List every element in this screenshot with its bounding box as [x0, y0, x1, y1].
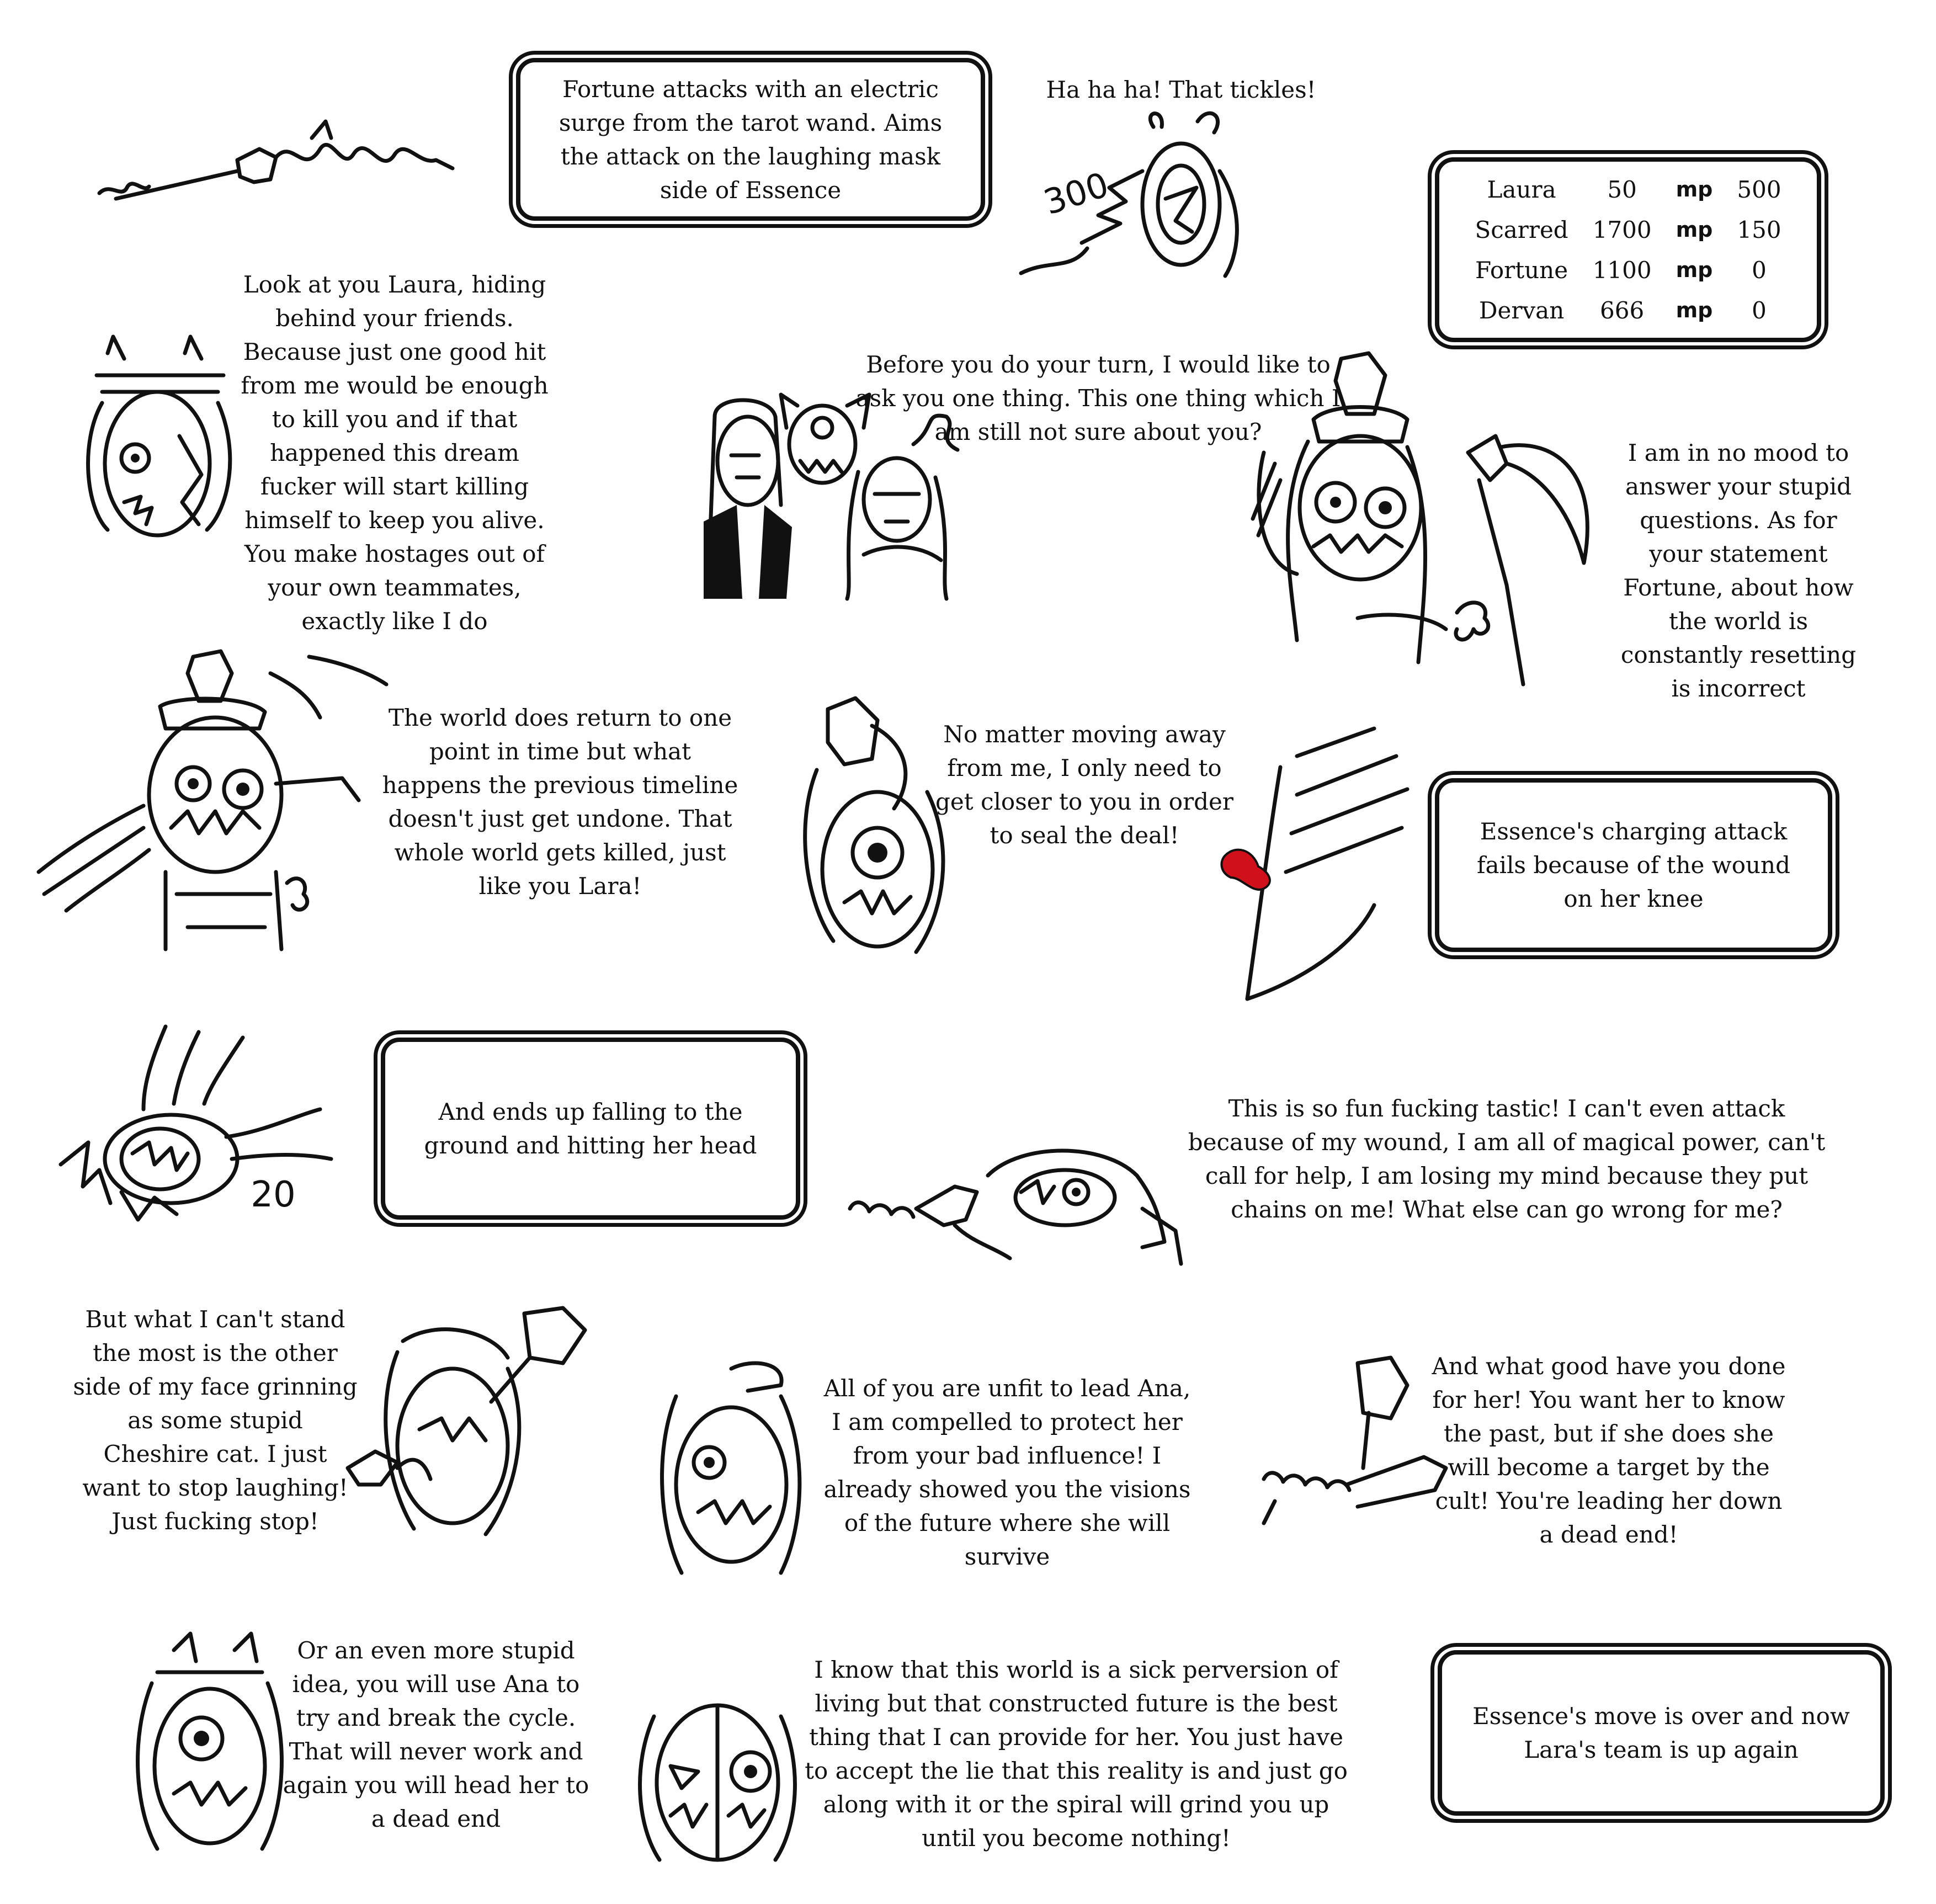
speech-no-matter-moving-away: No matter moving away from me, I only need to get closer to you in order to seal the deal! — [935, 721, 1233, 849]
stats-row-fortune: Fortune 1100 mp 0 — [1475, 256, 1767, 284]
move-over-box — [1438, 1650, 1885, 1816]
attack-description-box — [516, 58, 985, 221]
chained-fallen-mask-icon — [844, 1131, 1187, 1264]
stats-row-dervan: Dervan 666 mp 0 — [1478, 296, 1767, 324]
side-mask-face-icon — [643, 1352, 825, 1584]
speech-sick-perversion: I know that this world is a sick perversion of living but that constructed future is the best thing that I can provide for her. You just have to accept the lie that this reality is and just go along with it or the spiral will grind you up until you become nothing! — [805, 1656, 1348, 1852]
speech-even-more-stupid-idea: Or an even more stupid idea, you will use Ana to try and break the cycle. That will never work and again you will head her to a dead end — [283, 1637, 589, 1832]
party-stats-panel — [1435, 157, 1821, 342]
damage-number-300: 300 — [1039, 164, 1114, 223]
speech-before-your-turn: Before you do your turn, I would like to ask you one thing. This one thing which I am still not sure about you? — [855, 351, 1341, 445]
split-mask-face-icon — [632, 1683, 803, 1865]
charging-attack-fails-box — [1435, 778, 1832, 952]
speech-so-fun-fucking-tastic: This is so fun fucking tastic! I can't even attack because of my wound, I am all of magical power, can't call for help, I am losing my mind because they put chains on me! What else can go wrong for me? — [1188, 1095, 1826, 1223]
laughing-mask-face-icon — [119, 1628, 301, 1860]
charging-attack-fails-text: Essence's charging attack fails because of the wound on her knee — [1476, 818, 1790, 912]
speech-look-at-you-laura: Look at you Laura, hiding behind your friends. Because just one good hit from me would be enough to kill you and if that happened this dream fucker will start killing himself to keep you alive. You make hostages out of your own teammates, exactly like I do — [241, 271, 549, 635]
speech-unfit-to-lead-ana: All of you are unfit to lead Ana, I am compelled to protect her from your bad influence! I already showed you the visions of the future where she will survive — [823, 1375, 1191, 1570]
blood-wound-icon — [1214, 723, 1418, 1010]
speech-that-tickles: Ha ha ha! That tickles! — [1046, 76, 1316, 103]
speech-no-mood-to-answer: I am in no mood to answer your stupid questions. As for your statement Fortune, about how the world is constantly resetting is incorrect — [1620, 439, 1857, 702]
speech-what-good-have-you-done: And what good have you done for her! You want her to know the past, but if she does she will become a target by the cult! You're leading her down a dead end! — [1432, 1353, 1786, 1548]
speech-world-returns: The world does return to one point in time but what happens the previous timeline doesn't just get undone. That whole world gets killed, just like you Lara! — [382, 704, 738, 900]
scythe-reaper-icon — [1247, 353, 1611, 690]
move-over-text: Essence's move is over and now Lara's team is up again — [1472, 1703, 1850, 1763]
stats-row-laura: Laura 50 mp 500 — [1487, 175, 1781, 203]
hands-on-face-mask-icon — [342, 1308, 596, 1545]
winged-mask-figure-icon — [33, 640, 397, 960]
damage-number-20: 20 — [251, 1174, 296, 1215]
falling-to-ground-box — [381, 1038, 800, 1220]
stats-row-scarred: Scarred 1700 mp 150 — [1475, 216, 1781, 243]
party-stats-table — [1462, 169, 1793, 331]
falling-to-ground-text: And ends up falling to the ground and hitting her head — [424, 1098, 757, 1159]
tarot-wand-icon — [94, 116, 458, 210]
party-group-icon — [704, 395, 974, 599]
speech-cant-stand-grinning: But what I can't stand the most is the other side of my face grinning as some stupid Cheshire cat. I just want to stop laughing! Just fucking stop! — [73, 1306, 358, 1535]
attack-description-text: Fortune attacks with an electric surge from the tarot wand. Aims the attack on the laughing mask side of Essence — [559, 75, 943, 204]
crying-mask-face-icon — [63, 331, 246, 552]
